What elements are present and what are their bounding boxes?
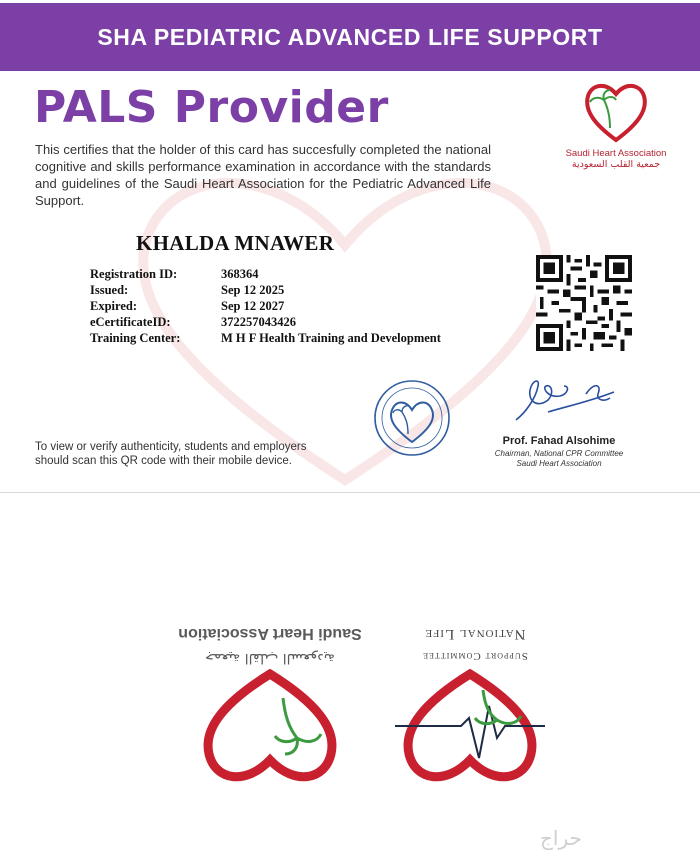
detail-row [90, 314, 441, 330]
detail-row [90, 298, 441, 314]
nls-heart-logo-icon [395, 668, 545, 798]
detail-label: eCertificateID: [90, 315, 171, 329]
certificate-title: PALS Provider [34, 82, 389, 133]
back-sha-arabic: جمعية القلب السعودية [204, 650, 336, 666]
detail-label: Training Center: [90, 331, 181, 345]
detail-value: Sep 12 2025 [221, 283, 285, 297]
detail-value: 372257043426 [221, 315, 296, 329]
seal-stamp-icon [372, 378, 452, 458]
header-banner [0, 3, 700, 71]
verify-line: should scan this QR code with their mobile device. [35, 455, 292, 467]
detail-label: Expired: [90, 299, 137, 313]
signatory-organization: Saudi Heart Association [516, 459, 602, 468]
logo-arabic-name: جمعية القلب السعودية [571, 159, 661, 170]
detail-value: 368364 [221, 267, 259, 281]
details-table [90, 266, 441, 346]
detail-row [90, 282, 441, 298]
detail-value: Sep 12 2027 [221, 299, 285, 313]
watermark: حراج [540, 826, 582, 850]
certification-statement: This certifies that the holder of this card has succesfully completed the national cognitive and skills performance examination in accordance with the standards and guidelines of the Saudi Heart Association for the Pediatric Advanced Life Support. [35, 142, 491, 208]
sha-logo [560, 78, 672, 172]
back-nls-line2: Support Committee [422, 650, 528, 662]
qr-code[interactable] [536, 255, 632, 351]
signatory-title: Chairman, National CPR Committee [494, 449, 624, 458]
back-sha-label [162, 616, 378, 666]
detail-label: Issued: [90, 283, 129, 297]
heart-palm-icon [580, 78, 652, 144]
back-sha-name: Saudi Heart Association [178, 625, 362, 642]
detail-row [90, 266, 441, 282]
verify-line: To view or verify authenticity, students and employers [35, 441, 307, 453]
detail-value: M H F Health Training and Development [221, 331, 441, 345]
sha-heart-logo-icon [195, 668, 345, 798]
detail-row [90, 330, 441, 346]
holder-name: KHALDA MNAWER [136, 231, 335, 255]
banner-title: SHA PEDIATRIC ADVANCED LIFE SUPPORT [97, 23, 603, 50]
back-nls-label [400, 614, 550, 664]
back-nls-line1: National Life [424, 626, 526, 642]
verify-note [35, 440, 306, 468]
signature-icon [508, 372, 623, 432]
detail-label: Registration ID: [90, 267, 178, 281]
signatory-name: Prof. Fahad Alsohime [502, 435, 616, 447]
logo-name: Saudi Heart Association [565, 148, 667, 159]
